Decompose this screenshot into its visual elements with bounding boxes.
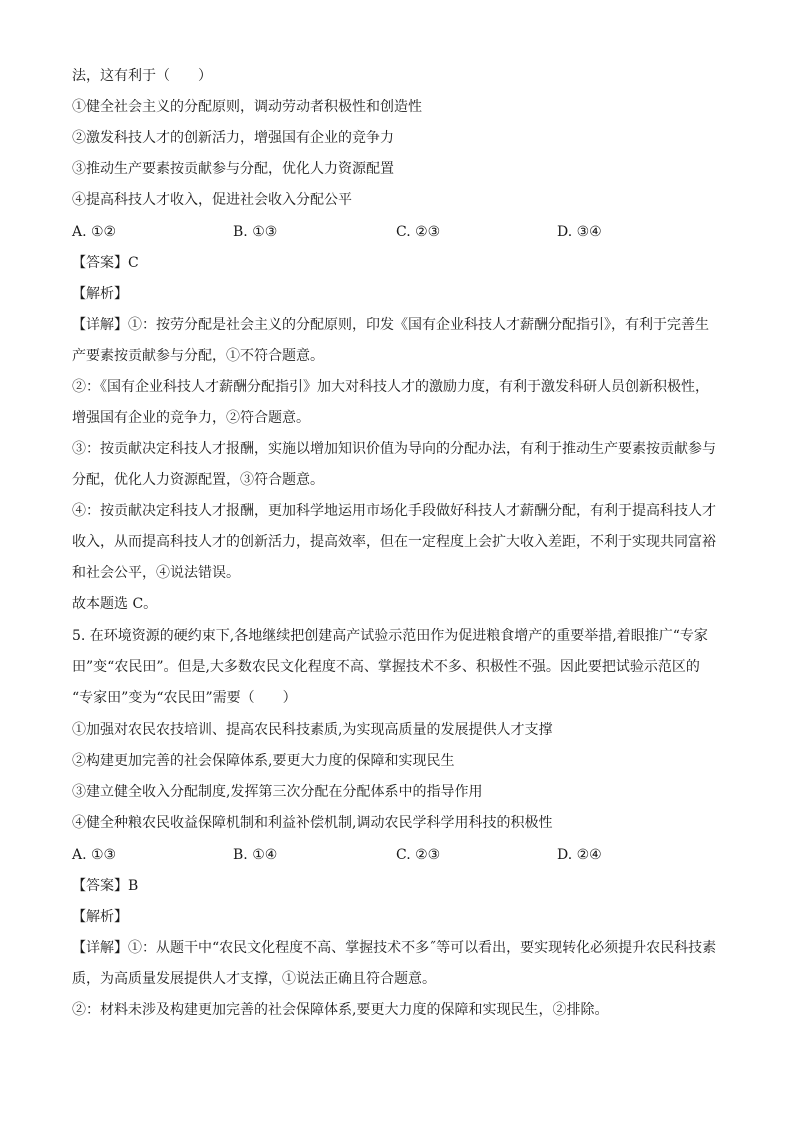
q5-option-d: D. ②④ (557, 847, 602, 863)
q4-detail-line-2: 产要素按贡献参与分配，①不符合题意。 (72, 348, 324, 364)
q4-analysis-label: 【解析】 (72, 286, 128, 302)
q5-statement-4: ④健全种粮农民收益保障机制和利益补偿机制,调动农民学科学用科技的积极性 (72, 815, 553, 831)
q4-statement-3: ③推动生产要素按贡献参与分配，优化人力资源配置 (72, 161, 394, 177)
q5-answer (72, 876, 138, 896)
q4-detail-line-5: ③：按贡献决定科技人才报酬，实施以增加知识价值为导向的分配办法，有利于推动生产要素按贡献参与 (72, 441, 716, 457)
q4-stem-tail: 法，这有利于（ ） (72, 68, 212, 84)
q5-statement-1: ①加强对农民农技培训、提高农民科技素质,为实现高质量的发展提供人才支撑 (72, 722, 553, 738)
q4-option-a: A. ①② (72, 224, 117, 240)
q5-option-c: C. ②③ (396, 847, 441, 863)
answer-label: 【答案】 (72, 255, 128, 271)
q5-detail-line-1: 【详解】①：从题干中“农民文化程度不高、掌握技术不多˝等可以看出，要实现转化必须提升农民科技素 (72, 940, 717, 956)
q4-option-c: C. ②③ (396, 224, 441, 240)
q5-option-a: A. ①③ (72, 847, 117, 863)
answer-value: C (128, 255, 139, 271)
q4-detail-line-4: 增强国有企业的竞争力，②符合题意。 (72, 410, 310, 426)
q4-statement-4: ④提高科技人才收入，促进社会收入分配公平 (72, 192, 352, 208)
q4-detail-line-1: 【详解】①：按劳分配是社会主义的分配原则，印发《国有企业科技人才薪酬分配指引》，有利于完善生 (72, 317, 709, 333)
q4-option-d: D. ③④ (557, 224, 602, 240)
answer-label: 【答案】 (72, 878, 128, 894)
q5-statement-2: ②构建更加完善的社会保障体系,要更大力度的保障和实现民生 (72, 753, 455, 769)
answer-value: B (128, 878, 139, 894)
q5-analysis-label: 【解析】 (72, 909, 128, 925)
q4-detail-line-9: 和社会公平，④说法错误。 (72, 565, 240, 581)
q5-option-b: B. ①④ (233, 847, 278, 863)
q5-stem-line-2: 田”变“农民田”。但是,大多数农民文化程度不高、掌握技术不多、积极性不强。因此要把试验示范区的 (72, 659, 700, 675)
q4-answer (72, 253, 139, 273)
q4-conclusion: 故本题选 C。 (72, 596, 158, 612)
q4-option-b: B. ①③ (233, 224, 278, 240)
q5-stem-line-1: 5. 在环境资源的硬约束下,各地继续把创建高产试验示范田作为促进粮食增产的重要举措,着眼推广“专家 (72, 628, 708, 644)
q4-detail-line-7: ④：按贡献决定科技人才报酬，更加科学地运用市场化手段做好科技人才薪酬分配，有利于提高科技人才 (72, 503, 716, 519)
q4-statement-2: ②激发科技人才的创新活力，增强国有企业的竞争力 (72, 130, 394, 146)
q5-detail-line-2: 质，为高质量发展提供人才支撑，①说法正确且符合题意。 (72, 971, 436, 987)
q5-statement-3: ③建立健全收入分配制度,发挥第三次分配在分配体系中的指导作用 (72, 784, 483, 800)
q4-detail-line-8: 收入，从而提高科技人才的创新活力，提高效率，但在一定程度上会扩大收入差距，不利于实现共同富裕 (72, 534, 716, 550)
q4-detail-line-3: ②：《国有企业科技人才薪酬分配指引》加大对科技人才的激励力度，有利于激发科研人员创新积极性， (72, 379, 709, 395)
q5-stem-line-3: “专家田”变为“农民田”需要（ ） (72, 690, 297, 706)
q5-detail-line-3: ②：材料未涉及构建更加完善的社会保障体系,要更大力度的保障和实现民生，②排除。 (72, 1002, 609, 1018)
q4-detail-line-6: 分配，优化人力资源配置，③符合题意。 (72, 472, 324, 488)
q4-statement-1: ①健全社会主义的分配原则，调动劳动者积极性和创造性 (72, 99, 422, 115)
